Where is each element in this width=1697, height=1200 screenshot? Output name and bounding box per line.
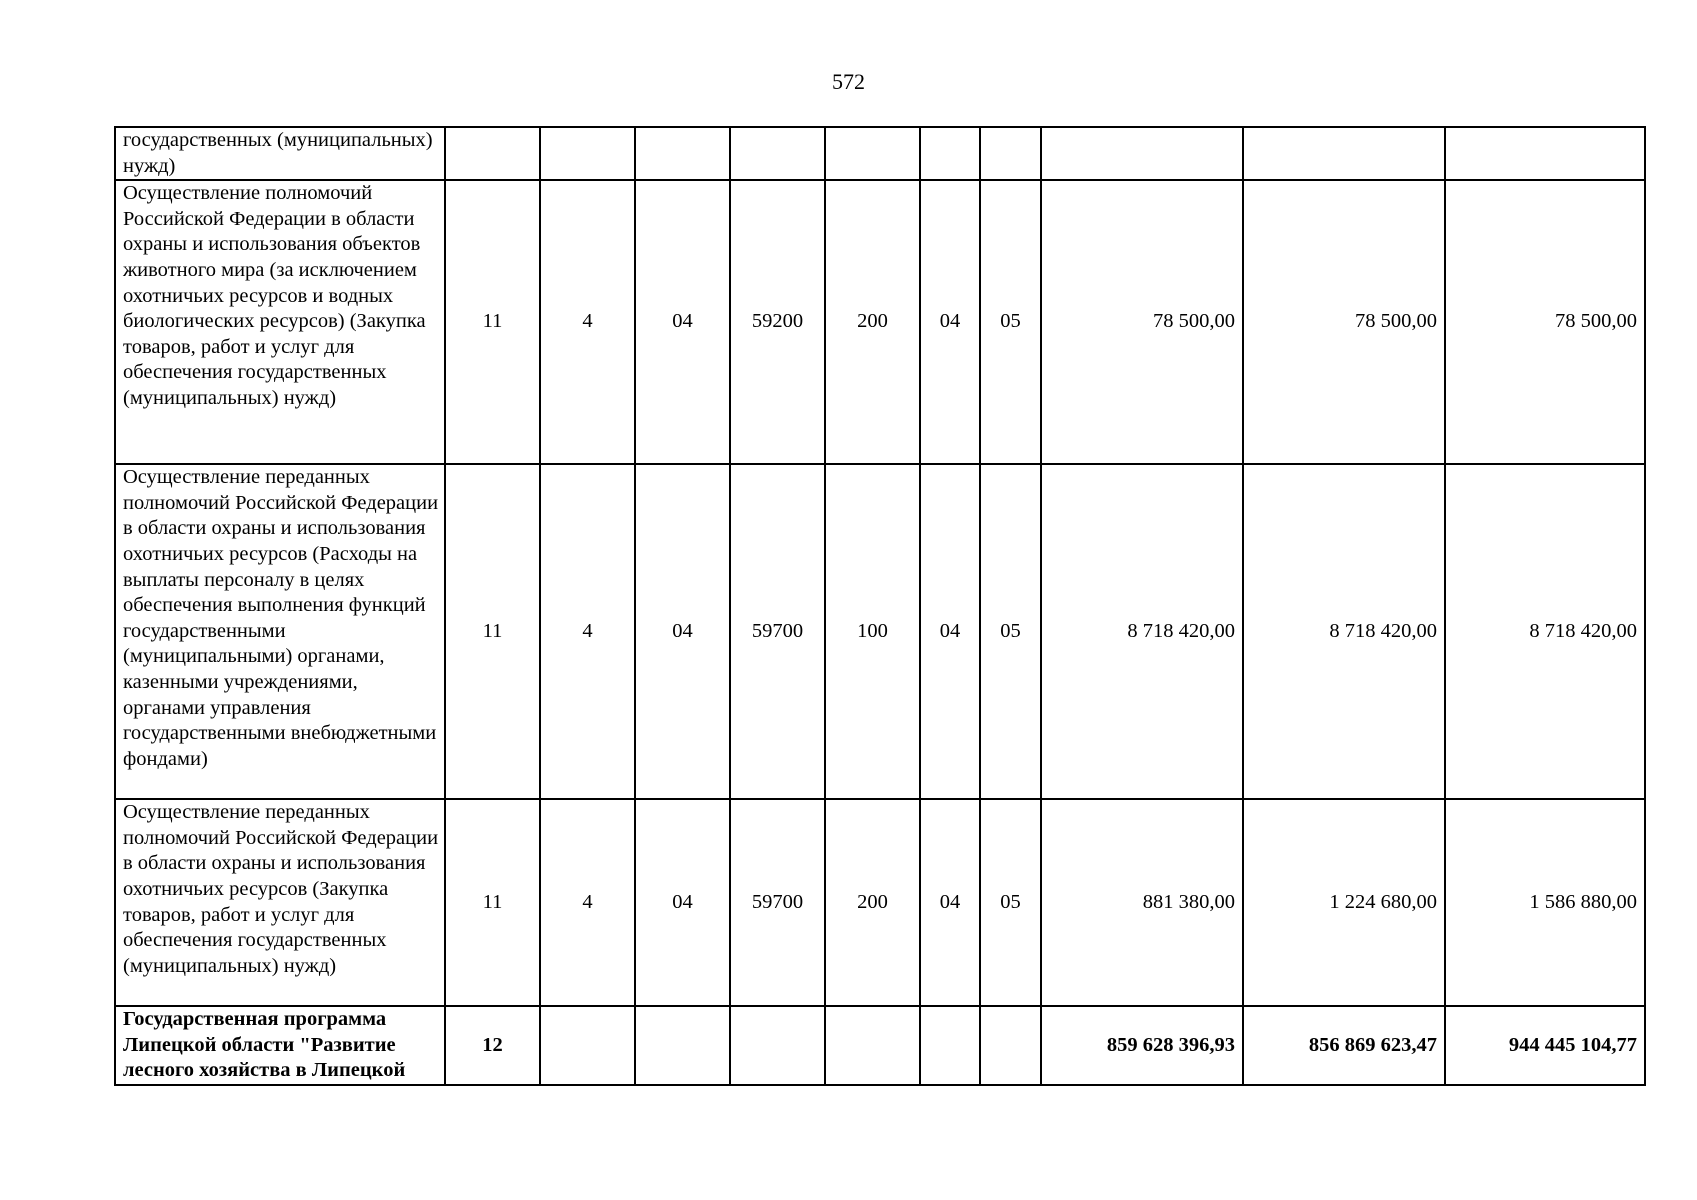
code-cell [730, 127, 825, 180]
row-name-cell: Осуществление полномочий Российской Федерации в области охраны и использования объектов животного мира (за исключением охотничьих ресурсов и водных биологических ресурсов) (Закупка товаров, работ и услуг для обеспечения государственных (муниципальных) нужд) [115, 180, 445, 464]
code-cell: 05 [980, 799, 1041, 1006]
code-cell: 11 [445, 180, 540, 464]
code-cell: 04 [635, 799, 730, 1006]
row-name-cell: Государственная программа Липецкой области "Развитие лесного хозяйства в Липецкой [115, 1006, 445, 1085]
code-cell: 4 [540, 180, 635, 464]
code-cell [540, 1006, 635, 1085]
code-cell: 04 [635, 180, 730, 464]
code-cell: 59200 [730, 180, 825, 464]
row-name-cell: государственных (муниципальных) нужд) [115, 127, 445, 180]
row-name-cell: Осуществление переданных полномочий Российской Федерации в области охраны и использования охотничьих ресурсов (Закупка товаров, работ и услуг для обеспечения государственных (муниципальных) нужд) [115, 799, 445, 1006]
code-cell: 59700 [730, 799, 825, 1006]
amount-cell: 8 718 420,00 [1041, 464, 1243, 799]
code-cell [445, 127, 540, 180]
budget-table [114, 126, 1646, 1086]
amount-cell: 881 380,00 [1041, 799, 1243, 1006]
code-cell [635, 1006, 730, 1085]
code-cell: 11 [445, 799, 540, 1006]
table-row [115, 180, 1645, 464]
amount-cell [1445, 127, 1645, 180]
table-row [115, 127, 1645, 180]
code-cell: 04 [635, 464, 730, 799]
amount-cell: 1 224 680,00 [1243, 799, 1445, 1006]
amount-cell: 944 445 104,77 [1445, 1006, 1645, 1085]
code-cell [730, 1006, 825, 1085]
code-cell: 4 [540, 799, 635, 1006]
code-cell [920, 127, 980, 180]
code-cell: 100 [825, 464, 920, 799]
amount-cell: 8 718 420,00 [1243, 464, 1445, 799]
amount-cell: 856 869 623,47 [1243, 1006, 1445, 1085]
row-name-cell: Осуществление переданных полномочий Российской Федерации в области охраны и использования охотничьих ресурсов (Расходы на выплаты персоналу в целях обеспечения выполнения функций государственными (муниципальными) органами, казенными учреждениями, органами управления государственными внебюджетными фондами) [115, 464, 445, 799]
amount-cell: 78 500,00 [1243, 180, 1445, 464]
amount-cell [1041, 127, 1243, 180]
table-row [115, 464, 1645, 799]
table-row [115, 1006, 1645, 1085]
code-cell [825, 127, 920, 180]
code-cell: 04 [920, 464, 980, 799]
code-cell: 200 [825, 799, 920, 1006]
amount-cell [1243, 127, 1445, 180]
amount-cell: 8 718 420,00 [1445, 464, 1645, 799]
page-number: 572 [832, 69, 865, 94]
code-cell: 05 [980, 180, 1041, 464]
code-cell [825, 1006, 920, 1085]
code-cell: 12 [445, 1006, 540, 1085]
code-cell [980, 127, 1041, 180]
amount-cell: 78 500,00 [1445, 180, 1645, 464]
code-cell: 05 [980, 464, 1041, 799]
code-cell: 11 [445, 464, 540, 799]
code-cell [635, 127, 730, 180]
amount-cell: 859 628 396,93 [1041, 1006, 1243, 1085]
code-cell: 4 [540, 464, 635, 799]
code-cell: 200 [825, 180, 920, 464]
code-cell [980, 1006, 1041, 1085]
code-cell: 59700 [730, 464, 825, 799]
amount-cell: 1 586 880,00 [1445, 799, 1645, 1006]
code-cell [540, 127, 635, 180]
code-cell: 04 [920, 799, 980, 1006]
code-cell [920, 1006, 980, 1085]
table-row [115, 799, 1645, 1006]
code-cell: 04 [920, 180, 980, 464]
amount-cell: 78 500,00 [1041, 180, 1243, 464]
